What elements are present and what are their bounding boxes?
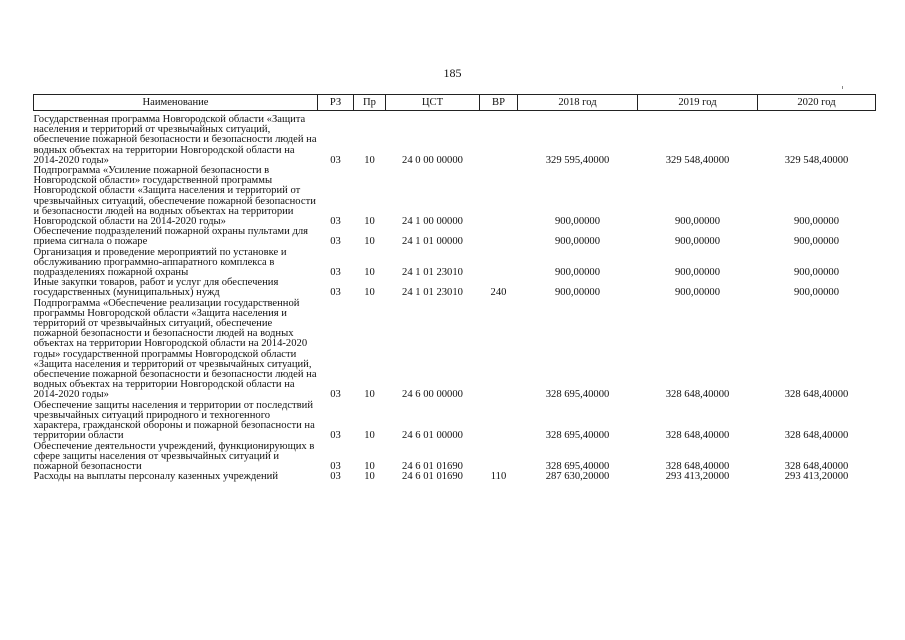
row-name: Организация и проведение мероприятий по установке и обслуживанию программно-аппаратного комплекса в подразделениях пожарной охраны (33, 246, 287, 279)
row-pr: 10 (364, 267, 375, 279)
row-cst: 24 6 01 01690 (402, 471, 463, 483)
header-name: Наименование (34, 95, 318, 111)
row-vr (480, 227, 518, 247)
row-2018: 329 595,40000 (545, 154, 610, 166)
row-2018: 900,00000 (554, 216, 601, 228)
row-pr: 10 (364, 287, 375, 299)
row-2020: 900,00000 (793, 216, 840, 228)
row-pr: 10 (364, 154, 375, 166)
table-row (34, 299, 876, 401)
row-cst: 24 0 00 00000 (402, 154, 463, 166)
row-2018: 328 695,40000 (545, 460, 610, 472)
row-2019: 900,00000 (674, 236, 721, 248)
header-vr: ВР (480, 95, 518, 111)
row-rz: 03 (330, 267, 341, 279)
row-2019: 900,00000 (674, 267, 721, 279)
row-2019: 328 648,40000 (665, 430, 730, 442)
row-rz: 03 (330, 154, 341, 166)
row-2018: 328 695,40000 (545, 430, 610, 442)
row-rz: 03 (330, 236, 341, 248)
margin-tick-mark (842, 86, 843, 89)
row-name: Обеспечение защиты населения и территории от последствий чрезвычайных ситуаций природного и техногенного характера, гражданской обороны и пожарной безопасности на территории области (33, 399, 315, 442)
header-rz: РЗ (318, 95, 354, 111)
row-pr: 10 (364, 236, 375, 248)
row-cst: 24 1 01 23010 (402, 287, 463, 299)
row-cst: 24 6 01 01690 (402, 460, 463, 472)
row-name: Подпрограмма «Усиление пожарной безопасности в Новгородской области» государственной программы Новгородской области «Защита населения и территорий от чрезвычайных ситуаций, обеспечение пожарной безопасности и безопасности людей на водных объектах на территории Новгородской области на 2014-2020 годы» (33, 165, 316, 228)
row-name: Расходы на выплаты персоналу казенных учреждений (33, 471, 278, 483)
header-2019: 2019 год (638, 95, 758, 111)
row-2018: 900,00000 (554, 267, 601, 279)
row-cst: 24 6 00 00000 (402, 389, 463, 401)
row-pr: 10 (364, 471, 375, 483)
row-rz: 03 (330, 460, 341, 472)
row-name: Обеспечение подразделений пожарной охраны пультами для приема сигнала о пожаре (33, 226, 308, 248)
row-cst: 24 1 00 00000 (402, 216, 463, 228)
row-2020: 328 648,40000 (784, 389, 849, 401)
table-row (34, 472, 876, 482)
header-pr: Пр (354, 95, 386, 111)
row-2019: 328 648,40000 (665, 389, 730, 401)
row-vr (480, 248, 518, 279)
row-rz: 03 (330, 216, 341, 228)
row-2019: 328 648,40000 (665, 460, 730, 472)
row-vr (480, 401, 518, 442)
table-header-row (34, 95, 876, 111)
row-cst: 24 1 01 23010 (402, 267, 463, 279)
row-2020: 900,00000 (793, 287, 840, 299)
row-2020: 329 548,40000 (784, 154, 849, 166)
row-2018: 328 695,40000 (545, 389, 610, 401)
row-vr: 240 (490, 287, 507, 299)
row-2019: 293 413,20000 (665, 471, 730, 483)
table-row (34, 227, 876, 247)
row-rz: 03 (330, 389, 341, 401)
row-2018: 287 630,20000 (545, 471, 610, 483)
row-2020: 293 413,20000 (784, 471, 849, 483)
row-pr: 10 (364, 430, 375, 442)
row-pr: 10 (364, 389, 375, 401)
row-name: Государственная программа Новгородской области «Защита населения и территорий от чрезвычайных ситуаций, обеспечение пожарной безопасности и безопасности людей на водных объектах на территории Новгородской области на 2014-2020 годы» (33, 114, 317, 166)
table-row (34, 166, 876, 227)
row-2020: 900,00000 (793, 236, 840, 248)
row-2020: 328 648,40000 (784, 460, 849, 472)
row-rz: 03 (330, 471, 341, 483)
row-pr: 10 (364, 216, 375, 228)
row-vr (480, 111, 518, 167)
header-2020: 2020 год (758, 95, 876, 111)
page-number: 185 (443, 66, 462, 80)
table-row (34, 401, 876, 442)
row-rz: 03 (330, 287, 341, 299)
row-vr (480, 166, 518, 227)
row-cst: 24 1 01 00000 (402, 236, 463, 248)
row-2020: 328 648,40000 (784, 430, 849, 442)
row-cst: 24 6 01 00000 (402, 430, 463, 442)
row-name: Подпрограмма «Обеспечение реализации государственной программы Новгородской области «Защита населения и территорий от чрезвычайных ситуаций, обеспечение пожарной безопасности и безопасности людей на водных объектах на территории Новгородской области на 2014-2020 годы» государственной программы Новгородской области «Защита населения и территорий от чрезвычайных ситуаций, обеспечение пожарной безопасности и безопасности людей на водных объектах на территории Новгородской области на 2014-2020 годы» (33, 297, 317, 401)
row-name: Обеспечение деятельности учреждений, функционирующих в сфере защиты населения от чрезвычайных ситуаций и пожарной безопасности (33, 440, 315, 472)
budget-table (33, 94, 876, 482)
table-row (34, 111, 876, 167)
row-vr: 110 (490, 471, 507, 483)
table-row (34, 278, 876, 298)
row-rz: 03 (330, 430, 341, 442)
row-name: Иные закупки товаров, работ и услуг для обеспечения государственных (муниципальных) нужд (33, 277, 279, 299)
row-2018: 900,00000 (554, 287, 601, 299)
row-vr (480, 442, 518, 473)
table-row (34, 248, 876, 279)
row-2019: 900,00000 (674, 287, 721, 299)
header-cst: ЦСТ (386, 95, 480, 111)
header-2018: 2018 год (518, 95, 638, 111)
row-2019: 329 548,40000 (665, 154, 730, 166)
table-row (34, 442, 876, 473)
row-pr: 10 (364, 460, 375, 472)
row-2019: 900,00000 (674, 216, 721, 228)
row-2018: 900,00000 (554, 236, 601, 248)
row-vr (480, 299, 518, 401)
row-2020: 900,00000 (793, 267, 840, 279)
